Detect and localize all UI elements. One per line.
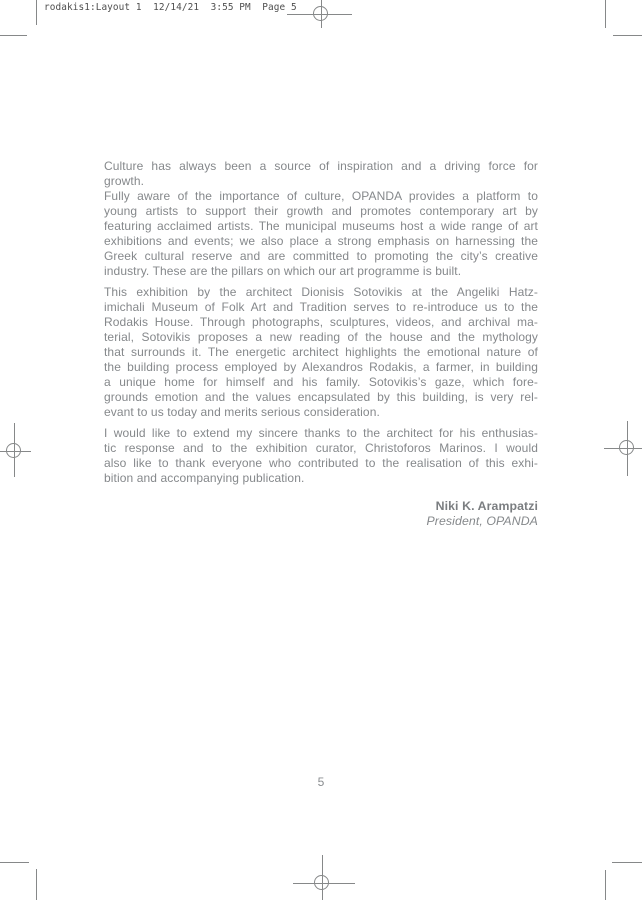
text-line: growth. xyxy=(104,174,145,188)
text-line: terial, Sotovikis proposes a new reading of the house and the mythology xyxy=(104,330,538,344)
text-line: Fully aware of the importance of culture, OPANDA provides a platform to xyxy=(104,189,538,203)
crop-mark-bottom-right-horizontal xyxy=(612,862,642,863)
signature-block xyxy=(104,499,538,529)
crop-mark-top-left-vertical xyxy=(36,0,37,25)
body-text xyxy=(104,159,538,529)
text-line: young artists to support their growth and promotes contemporary art by xyxy=(104,204,538,218)
text-line: evant to us today and merits serious consideration. xyxy=(104,405,380,419)
text-line: industry. These are the pillars on which our art programme is built. xyxy=(104,264,462,278)
text-line: exhibitions and events; we also place a strong emphasis on harnessing the xyxy=(104,234,538,248)
crop-mark-top-right-horizontal xyxy=(613,35,642,36)
paragraph xyxy=(104,159,538,189)
text-line: This exhibition by the architect Dionisis Sotovikis at the Angeliki Hatz- xyxy=(104,285,538,299)
text-line: bition and accompanying publication. xyxy=(104,471,305,485)
printer-slug-line: rodakis1:Layout 1 12/14/21 3:55 PM Page 5 xyxy=(44,2,297,13)
text-line: imichali Museum of Folk Art and Tradition serves to re-introduce us to the xyxy=(104,300,538,314)
text-line: grounds emotion and the values encapsulated by this building, is very rel- xyxy=(104,390,538,404)
reg-circle xyxy=(6,443,21,458)
text-line: that surrounds it. The energetic architect highlights the emotional nature of xyxy=(104,345,538,359)
signature-title: President, OPANDA xyxy=(426,514,538,528)
paragraph xyxy=(104,285,538,420)
reg-circle xyxy=(314,875,329,890)
page-number: 5 xyxy=(317,775,325,789)
paragraph xyxy=(104,189,538,279)
signature-name: Niki K. Arampatzi xyxy=(435,499,538,513)
reg-circle xyxy=(313,6,328,21)
crop-mark-bottom-left-vertical xyxy=(36,869,37,900)
text-line: Greek cultural reserve and are committed to promoting the city’s creative xyxy=(104,249,538,263)
text-line: I would like to extend my sincere thanks to the architect for his enthusias- xyxy=(104,426,538,440)
text-line: featuring acclaimed artists. The municipal museums host a wide range of art xyxy=(104,219,538,233)
text-line: also like to thank everyone who contributed to the realisation of this exhi- xyxy=(104,456,538,470)
text-line: Rodakis House. Through photographs, sculptures, videos, and archival ma- xyxy=(104,315,538,329)
paragraph xyxy=(104,426,538,486)
text-line: Culture has always been a source of inspiration and a driving force for xyxy=(104,159,538,173)
text-line: a unique home for himself and his family. Sotovikis’s gaze, which fore- xyxy=(104,375,538,389)
reg-circle xyxy=(619,440,634,455)
crop-mark-top-right-vertical xyxy=(605,0,606,28)
text-line: tic response and to the exhibition curator, Christoforos Marinos. I would xyxy=(104,441,538,455)
text-line: the building process employed by Alexandros Rodakis, a farmer, in building xyxy=(104,360,538,374)
crop-mark-top-left-horizontal xyxy=(0,35,27,36)
crop-mark-bottom-left-horizontal xyxy=(0,862,29,863)
crop-mark-bottom-right-vertical xyxy=(605,870,606,900)
